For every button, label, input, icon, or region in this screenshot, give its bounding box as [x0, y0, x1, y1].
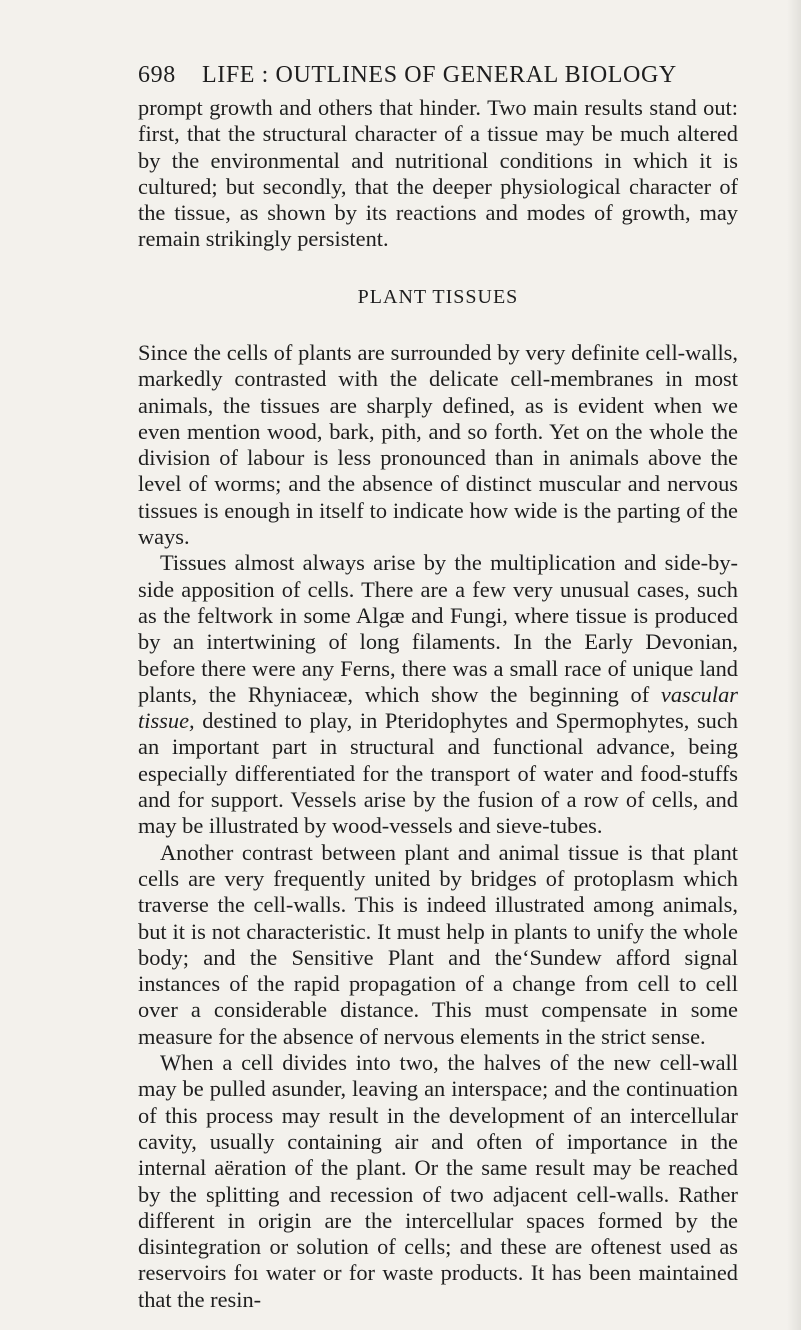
paragraph-protoplasm-bridges: Another contrast between plant and animal tissue is that plant cells are very frequently united by bridges of protoplasm which traverse the cell-walls. This is indeed illustrated among animals, but it is not characteristic. It must help in plants to unify the whole body; and the Sensitive Plant and the‘Sundew afford signal instances of the rapid propagation of a change from cell to cell over a considerable distance. This must compensate in some measure for the absence of nervous elements in the strict sense. [138, 839, 738, 1049]
paragraph-tissue-origin-start: Tissues almost always arise by the multiplication and side-by-side apposition of cells. There are a few very unusual cases, such as the feltwork in some Algæ and Fungi, where tissue is produced by an intertwining of long filaments. In the Early Devonian, before there were any Ferns, there was a small race of unique land plants, the Rhyniaceæ, which show the beginning of [138, 550, 738, 707]
page-edge-shadow [787, 0, 801, 1330]
page-number: 698 [138, 62, 176, 88]
continuation-paragraph: prompt growth and others that hinder. Two main results stand out: first, that the structural character of a tissue may be much altered by the environmental and nutritional conditions in which it is cultured; but secondly, that the deeper physiological character of the tissue, as shown by its reactions and modes of growth, may remain strikingly persistent. [138, 95, 738, 252]
continuation-block [138, 95, 738, 253]
paragraph-cell-walls: Since the cells of plants are surrounded by very definite cell-walls, markedly contrasted with the delicate cell-membranes in most animals, the tissues are sharply defined, as is evident when we even mention wood, bark, pith, and so forth. Yet on the whole the division of labour is less pronounced than in animals above the level of worms; and the absence of distinct muscular and nervous tissues is enough in itself to indicate how wide is the parting of the ways. [138, 340, 738, 550]
running-head [138, 62, 738, 89]
section-body [138, 340, 738, 1313]
italic-term-vascular-tissue: vascular tissue, [138, 681, 738, 734]
paragraph-intercellular-spaces: When a cell divides into two, the halves of the new cell-wall may be pulled asunder, leaving an interspace; and the continuation of this process may result in the development of an intercellular cavity, usually containing air and often of importance in the internal aëration of the plant. Or the same result may be reached by the splitting and recession of two adjacent cell-walls. Rather different in origin are the intercellular spaces formed by the disintegration or solution of cells; and these are oftenest used as reservoirs foı water or for waste products. It has been maintained that the resin- [138, 1050, 738, 1312]
paragraph-tissue-origin [138, 550, 738, 839]
section-heading: PLANT TISSUES [357, 286, 519, 308]
running-title: LIFE : OUTLINES OF GENERAL BIOLOGY [202, 62, 677, 88]
paragraph-tissue-origin-end: destined to play, in Pteridophytes and Spermophytes, such an important part in structural and functional advance, being especially differentiated for the transport of water and food-stuffs and for support. Vessels arise by the fusion of a row of cells, and may be illustrated by wood-vessels and sieve-tubes. [138, 708, 738, 839]
